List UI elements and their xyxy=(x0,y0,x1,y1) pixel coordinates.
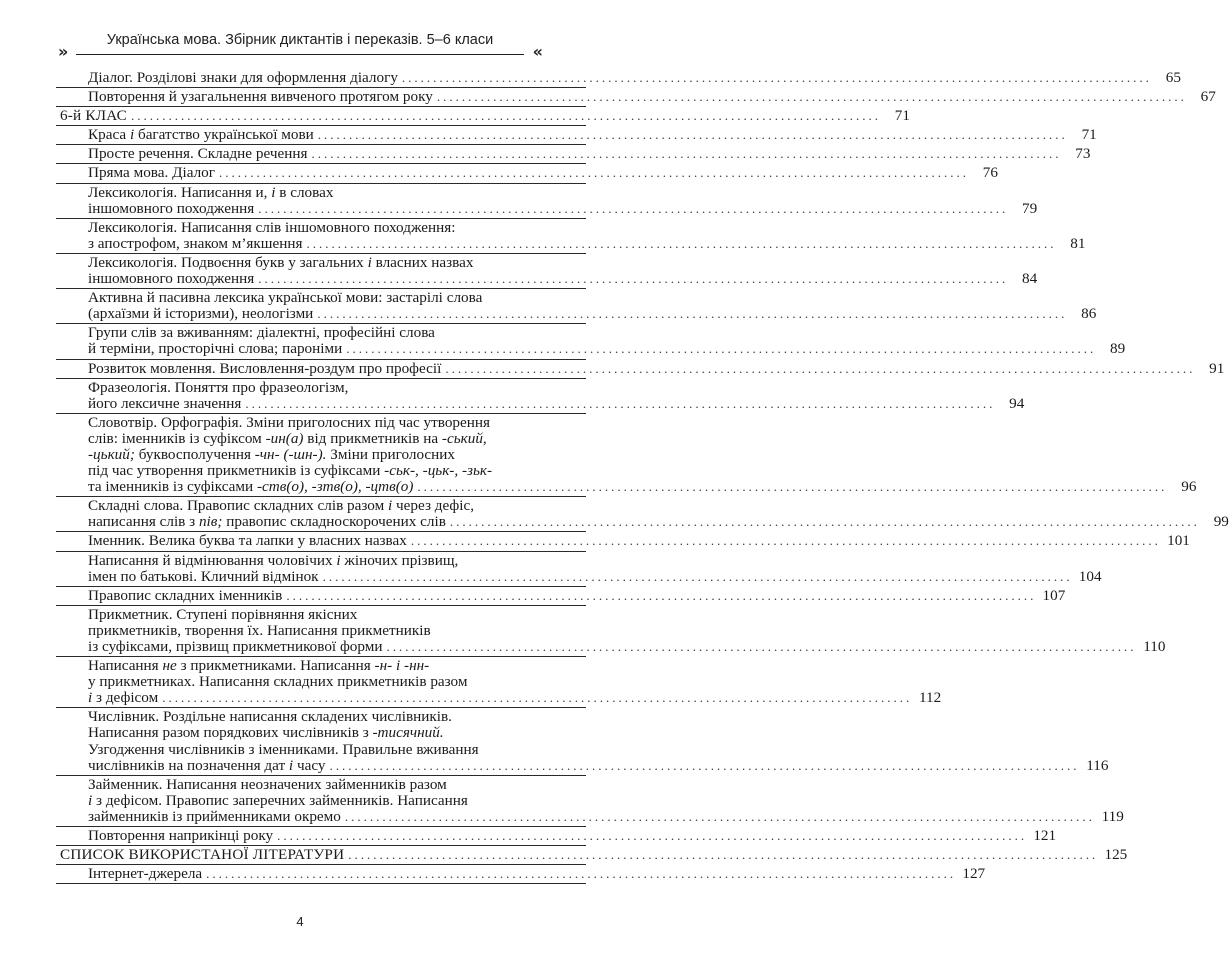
dot-leader: ........................................................................................................................ xyxy=(401,70,1152,85)
dot-leader: ........................................................................................................................ xyxy=(277,828,1028,844)
toc-entry-text: Правопис складних іменників xyxy=(88,586,283,604)
toc-page-number: 94 xyxy=(1009,394,1025,412)
toc-entry-text: у прикметниках. Написання складних прикметників разом xyxy=(88,673,468,691)
toc-entry xyxy=(56,183,1038,219)
toc-entry-text: під час утворення прикметників із суфіксами -ськ-, -цьк-, -зьк- xyxy=(88,462,493,480)
toc-page-number: 112 xyxy=(918,689,942,707)
dot-leader: ........................................................................................................................ xyxy=(306,235,1057,251)
toc-entry-text: Розвиток мовлення. Висловлення-роздум про професії xyxy=(88,359,442,377)
toc-page-number: 89 xyxy=(1110,340,1126,358)
toc-entry-text: Лексикологія. Написання слів іншомовного походження: xyxy=(88,218,456,236)
toc-page-number: 104 xyxy=(1078,567,1102,585)
toc-entry-text: СПИСОК ВИКОРИСТАНОЇ ЛІТЕРАТУРИ xyxy=(60,846,345,864)
dot-leader: ........................................................................................................................ xyxy=(258,271,1009,287)
toc-page-number: 125 xyxy=(1104,846,1128,864)
toc-entry xyxy=(56,126,1097,145)
toc-entry xyxy=(56,289,1097,324)
toc-entry-text: Числівник. Роздільне написання складених числівників. xyxy=(88,708,452,726)
dot-leader: ........................................................................................................................ xyxy=(218,165,969,181)
toc-entry-text: Повторення й узагальнення вивченого протягом року xyxy=(88,88,433,106)
toc-page-number: 67 xyxy=(1200,88,1216,106)
dot-leader: ........................................................................................................................ xyxy=(445,360,1196,376)
toc-entry xyxy=(56,708,1109,775)
toc-page-number: 107 xyxy=(1042,586,1066,604)
toc-section-heading xyxy=(56,107,910,126)
dot-leader: ........................................................................................................................ xyxy=(130,108,881,124)
dot-leader: ........................................................................................................................ xyxy=(317,306,1068,322)
dot-leader: ........................................................................................................................ xyxy=(410,533,1161,549)
toc-entry-text: Написання не з прикметниками. Написання -н- і -нн- xyxy=(88,657,430,675)
dot-leader: ........................................................................................................................ xyxy=(322,568,1073,584)
toc-entry xyxy=(56,218,1086,254)
toc-entry-text: його лексичне значення xyxy=(88,394,242,412)
header-rule xyxy=(76,54,524,55)
toc-page-number: 91 xyxy=(1209,359,1225,377)
toc-page-number: 101 xyxy=(1167,532,1190,550)
toc-entry-text: Прикметник. Ступені порівняння якісних xyxy=(88,605,358,623)
toc-entry-text: іншомовного походження xyxy=(88,199,255,217)
toc-page-number: 81 xyxy=(1070,234,1086,252)
toc-entry xyxy=(56,551,1102,587)
toc-page-number: 76 xyxy=(982,164,998,182)
toc-entry-text: іншомовного походження xyxy=(88,270,255,288)
dot-leader: ........................................................................................................................ xyxy=(449,514,1200,530)
toc-entry-text: Узгодження числівників з іменниками. Правильне вживання xyxy=(88,740,479,758)
dot-leader: ........................................................................................................................ xyxy=(417,479,1168,495)
toc-entry-text: Інтернет-джерела xyxy=(88,865,203,883)
toc-entry xyxy=(56,497,1229,532)
toc-entry-text: Просте речення. Складне речення xyxy=(88,145,308,163)
toc-entry-text: і з дефісом xyxy=(88,689,159,707)
toc-entry-text: з апострофом, знаком м’якшення xyxy=(88,234,303,252)
toc-entry xyxy=(56,164,998,183)
toc-entry-text: написання слів з пів; правопис складноскорочених слів xyxy=(88,513,446,531)
toc-entry xyxy=(56,253,1038,289)
toc-entry-text: Словотвір. Орфографія. Зміни приголосних під час утворення xyxy=(88,413,490,431)
toc-entry-text: -цький; буквосполучення -чн- (-шн-). Зміни приголосних xyxy=(88,445,456,463)
toc-entry xyxy=(56,532,1190,551)
toc-entry-text: прикметників, творення їх. Написання прикметників xyxy=(88,621,431,639)
toc-entry xyxy=(56,605,1166,657)
toc-entry-text: Складні слова. Правопис складних слів разом і через дефіс, xyxy=(88,497,475,515)
page-number: 4 xyxy=(296,914,304,929)
toc-entry-text: Пряма мова. Діалог xyxy=(88,164,215,182)
dot-leader: ........................................................................................................................ xyxy=(348,847,1099,863)
toc-entry xyxy=(56,865,986,884)
dot-leader: ........................................................................................................................ xyxy=(311,146,1062,162)
running-header xyxy=(0,8,600,74)
toc-entry-text: та іменників із суфіксами -ств(о), -зтв(о), -цтв(о) xyxy=(88,478,414,496)
toc-page-number: 65 xyxy=(1165,69,1181,86)
dot-leader: ........................................................................................................................ xyxy=(162,690,913,706)
toc-entry xyxy=(56,359,1225,379)
dot-leader: ........................................................................................................................ xyxy=(258,200,1009,216)
dot-leader: ........................................................................................................................ xyxy=(436,89,1187,105)
toc-page-number: 99 xyxy=(1213,513,1229,531)
toc-page-number: 79 xyxy=(1022,199,1038,217)
toc-entry xyxy=(56,69,1181,88)
toc-entry-text: 6-й КЛАС xyxy=(60,107,127,125)
toc-entry-text: і з дефісом. Правопис заперечних займенників. Написання xyxy=(88,791,468,809)
toc-entry xyxy=(56,88,1216,107)
toc-page-number: 121 xyxy=(1033,827,1057,845)
dot-leader: ........................................................................................................................ xyxy=(346,341,1097,357)
header-right-ornament: « xyxy=(532,42,540,61)
toc-entry xyxy=(56,413,1197,497)
toc-page-number: 86 xyxy=(1081,305,1097,323)
dot-leader: ........................................................................................................................ xyxy=(206,866,957,882)
toc-entry xyxy=(56,145,1091,164)
toc-entry-text: Діалог. Розділові знаки для оформлення діалогу xyxy=(88,69,398,86)
dot-leader: ........................................................................................................................ xyxy=(329,757,1080,773)
header-left-ornament: » xyxy=(58,42,66,61)
dot-leader: ........................................................................................................................ xyxy=(386,639,1137,654)
toc-entry-text: із суфіксами, прізвищ прикметникової форми xyxy=(88,638,383,655)
toc-entry xyxy=(56,657,942,708)
toc-page-number: 116 xyxy=(1086,756,1109,774)
toc-entry-text: слів: іменників із суфіксом -ин(а) від прикметників на -ський, xyxy=(88,429,487,447)
toc-entry-text: Лексикологія. Написання и, і в словах xyxy=(88,183,334,201)
toc-page-number: 96 xyxy=(1181,478,1197,496)
toc-entry-text: й терміни, просторічні слова; пароніми xyxy=(88,340,343,358)
toc-page-number: 71 xyxy=(1081,126,1097,144)
toc-entry-text: Іменник. Велика буква та лапки у власних назвах xyxy=(88,532,407,550)
dot-leader: ........................................................................................................................ xyxy=(317,127,1068,143)
toc-entry-text: (архаїзми й історизми), неологізми xyxy=(88,305,314,323)
toc-entry-text: Написання й відмінювання чоловічих і жіночих прізвищ, xyxy=(88,551,459,569)
toc-page-number: 119 xyxy=(1101,807,1124,825)
toc-entry xyxy=(56,324,1126,359)
dot-leader: ........................................................................................................................ xyxy=(286,587,1037,603)
toc-entry-text: Лексикологія. Подвоєння букв у загальних і власних назвах xyxy=(88,253,474,271)
table-of-contents xyxy=(56,69,1229,884)
toc-entry-text: Активна й пасивна лексика української мови: застарілі слова xyxy=(88,289,483,307)
toc-entry-text: Краса і багатство української мови xyxy=(88,126,314,144)
toc-page-number: 84 xyxy=(1022,270,1038,288)
toc-section-heading xyxy=(56,846,1128,865)
toc-entry-text: Групи слів за вживанням: діалектні, професійні слова xyxy=(88,324,435,342)
toc-entry-text: Фразеологія. Поняття про фразеологізм, xyxy=(88,378,349,396)
dot-leader: ........................................................................................................................ xyxy=(245,395,996,411)
toc-entry xyxy=(56,586,1066,606)
toc-entry-text: Повторення наприкінці року xyxy=(88,827,274,845)
toc-entry xyxy=(56,775,1124,827)
toc-entry xyxy=(56,827,1057,846)
toc-entry-text: числівників на позначення дат і часу xyxy=(88,756,326,774)
toc-entry-text: Займенник. Написання неозначених займенників разом xyxy=(88,775,447,793)
toc-entry-text: займенників із прийменниками окремо xyxy=(88,807,341,825)
toc-entry-text: Написання разом порядкових числівників з -тисячний. xyxy=(88,724,444,742)
toc-page-number: 71 xyxy=(894,107,910,125)
toc-page-number: 127 xyxy=(962,865,986,883)
toc-entry-text: імен по батькові. Кличний відмінок xyxy=(88,567,319,585)
toc-entry xyxy=(56,378,1025,414)
toc-page-number: 73 xyxy=(1075,145,1091,163)
dot-leader: ........................................................................................................................ xyxy=(344,808,1095,824)
header-title: Українська мова. Збірник диктантів і переказів. 5–6 класи xyxy=(106,32,494,48)
toc-page-number: 110 xyxy=(1143,638,1166,655)
